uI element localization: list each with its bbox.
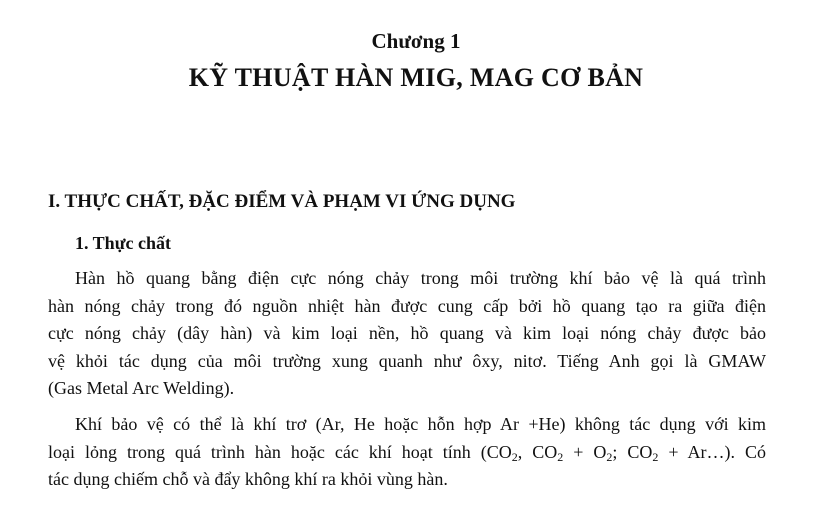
text-run: , CO xyxy=(517,441,558,462)
paragraph-line: vệ khỏi tác dụng của môi trường xung quanh như ôxy, nitơ. Tiếng Anh gọi là GMAW xyxy=(48,350,766,371)
section-heading: I. THỰC CHẤT, ĐẶC ĐIỂM VÀ PHẠM VI ỨNG DỤNG xyxy=(48,191,516,212)
text-run: + O xyxy=(563,441,607,462)
paragraph-definition xyxy=(48,265,766,403)
paragraph-line: tác dụng chiếm chỗ và đẩy không khí ra khỏi vùng hàn. xyxy=(48,469,448,489)
text-run: ; CO xyxy=(612,441,653,462)
paragraph-line: Khí bảo vệ có thể là khí trơ (Ar, He hoặc hỗn hợp Ar +He) không tác dụng với kim xyxy=(75,414,766,434)
subscript: 2 xyxy=(652,449,659,464)
paragraph-line-with-formulas xyxy=(48,439,766,467)
subscript: 2 xyxy=(557,449,564,464)
text-run: + Ar…). Có xyxy=(658,441,766,462)
chapter-label: Chương 1 xyxy=(371,29,461,53)
paragraph-line: hàn nóng chảy trong đó nguồn nhiệt hàn được cung cấp bởi hồ quang tạo ra giữa điện xyxy=(48,295,766,316)
text-run: loại lỏng trong quá trình hàn hoặc các khí hoạt tính (CO xyxy=(48,441,512,462)
subscript: 2 xyxy=(606,449,613,464)
subsection-heading: 1. Thực chất xyxy=(75,233,171,253)
chapter-title: KỸ THUẬT HÀN MIG, MAG CƠ BẢN xyxy=(188,63,644,92)
subscript: 2 xyxy=(511,449,518,464)
paragraph-line: Hàn hồ quang bằng điện cực nóng chảy trong môi trường khí bảo vệ là quá trình xyxy=(75,268,766,288)
paragraph-line: cực nóng chảy (dây hàn) và kim loại nền, hồ quang và kim loại nóng chảy được bảo xyxy=(48,323,766,343)
paragraph-shielding-gas xyxy=(48,411,766,494)
paragraph-line: (Gas Metal Arc Welding). xyxy=(48,378,235,398)
